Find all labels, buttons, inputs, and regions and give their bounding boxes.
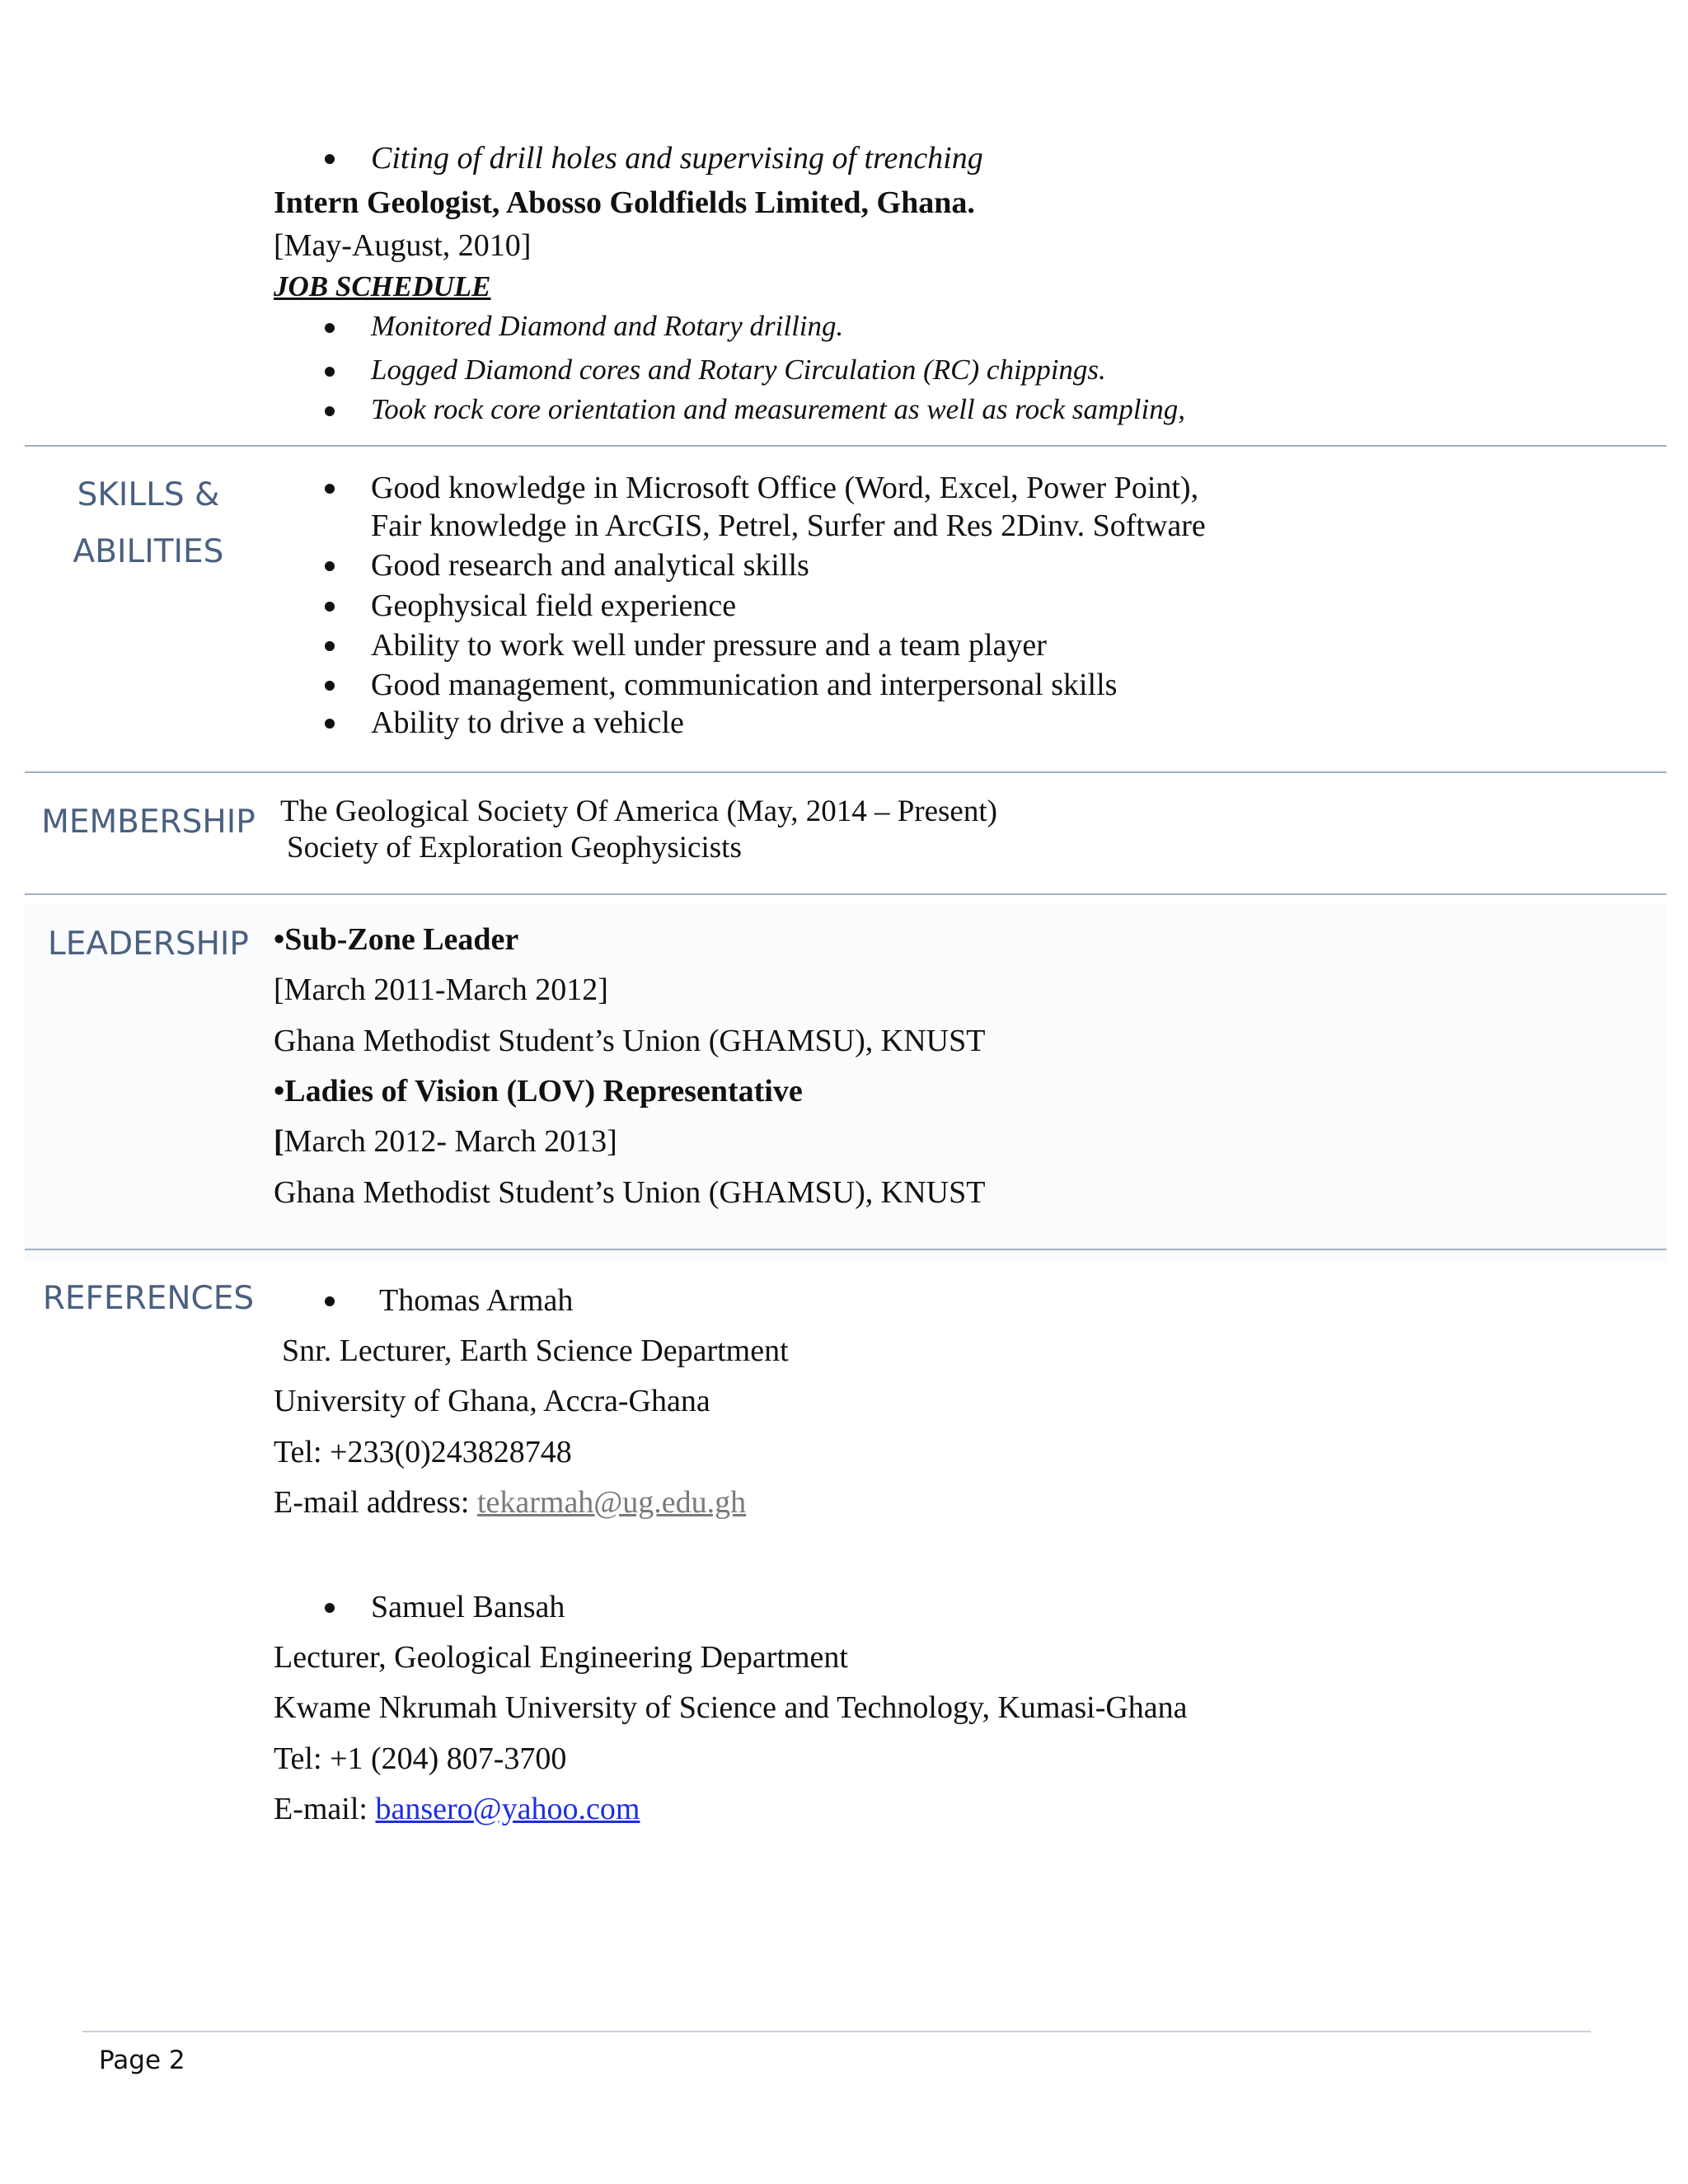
skill-item: Good knowledge in Microsoft Office (Word, Excel, Power Point), xyxy=(371,471,1199,505)
skill-item: Ability to work well under pressure and a team player xyxy=(371,628,1047,663)
reference-email-label: E-mail address: xyxy=(274,1485,477,1520)
reference-name: Samuel Bansah xyxy=(371,1590,565,1624)
job-bullet: Monitored Diamond and Rotary drilling. xyxy=(371,310,844,342)
skills-label-line1: SKILLS & xyxy=(77,476,220,513)
reference-tel: Tel: +1 (204) 807-3700 xyxy=(274,1741,567,1776)
reference-email-label: E-mail: xyxy=(274,1792,376,1826)
leadership-dates-bracket: [ xyxy=(274,1124,284,1159)
leadership-role-title: •Sub-Zone Leader xyxy=(274,922,519,957)
reference-tel: Tel: +233(0)243828748 xyxy=(274,1435,572,1469)
skill-item: Good research and analytical skills xyxy=(371,548,809,583)
bullet xyxy=(325,323,335,333)
job-bullet: Took rock core orientation and measurement as well as rock sampling, xyxy=(371,393,1185,425)
reference-email-link[interactable]: bansero@yahoo.com xyxy=(375,1792,640,1826)
page-number: Page 2 xyxy=(99,2046,185,2075)
bullet xyxy=(325,561,335,571)
reference-position: Lecturer, Geological Engineering Department xyxy=(274,1640,848,1675)
bullet xyxy=(325,406,335,416)
leadership-section-label: LEADERSHIP xyxy=(48,926,249,963)
bullet xyxy=(325,1296,335,1306)
reference-institution: University of Ghana, Accra-Ghana xyxy=(274,1384,710,1418)
references-section-label: REFERENCES xyxy=(42,1280,255,1317)
reference-institution: Kwame Nkrumah University of Science and Technology, Kumasi-Ghana xyxy=(274,1690,1188,1725)
job-dates: [May-August, 2010] xyxy=(274,228,532,263)
job-bullet: Logged Diamond cores and Rotary Circulation (RC) chippings. xyxy=(371,354,1106,386)
experience-prev-bullet: Citing of drill holes and supervising of trenching xyxy=(371,141,983,176)
section-divider xyxy=(25,445,1667,447)
bullet xyxy=(325,641,335,651)
section-divider xyxy=(25,771,1667,773)
bullet xyxy=(325,484,335,494)
reference-email-line xyxy=(274,1483,746,1522)
leadership-role-dates: [March 2011-March 2012] xyxy=(274,972,608,1007)
bullet xyxy=(325,1603,335,1613)
skill-item: Good management, communication and interpersonal skills xyxy=(371,668,1118,702)
reference-name: Thomas Armah xyxy=(379,1283,574,1318)
leadership-role-org: Ghana Methodist Student’s Union (GHAMSU), KNUST xyxy=(274,1024,986,1058)
leadership-role-dates xyxy=(274,1122,617,1161)
section-divider xyxy=(25,893,1667,895)
skill-item: Ability to drive a vehicle xyxy=(371,705,684,740)
footer-divider xyxy=(82,2031,1591,2032)
leadership-dates-text: March 2012- March 2013] xyxy=(284,1124,617,1159)
job-schedule-heading: JOB SCHEDULE xyxy=(274,270,491,302)
skill-item: Fair knowledge in ArcGIS, Petrel, Surfer and Res 2Dinv. Software xyxy=(371,509,1206,543)
reference-email-line xyxy=(274,1789,640,1829)
bullet xyxy=(325,602,335,612)
membership-section-label: MEMBERSHIP xyxy=(41,804,256,841)
skills-section-label xyxy=(16,466,280,580)
leadership-role-org: Ghana Methodist Student’s Union (GHAMSU), KNUST xyxy=(274,1175,986,1210)
bullet xyxy=(325,367,335,377)
bullet xyxy=(325,154,335,164)
job-title: Intern Geologist, Abosso Goldfields Limited, Ghana. xyxy=(274,185,975,220)
membership-item: The Geological Society Of America (May, 2014 – Present) xyxy=(280,794,997,828)
bullet xyxy=(325,719,335,729)
bullet xyxy=(325,681,335,691)
skills-label-line2: ABILITIES xyxy=(73,533,224,570)
leadership-role-title: •Ladies of Vision (LOV) Representative xyxy=(274,1074,803,1108)
reference-position: Snr. Lecturer, Earth Science Department xyxy=(282,1333,789,1368)
reference-email-link[interactable]: tekarmah@ug.edu.gh xyxy=(476,1485,747,1520)
section-divider xyxy=(25,1249,1667,1250)
skill-item: Geophysical field experience xyxy=(371,588,737,623)
membership-item: Society of Exploration Geophysicists xyxy=(287,831,742,865)
